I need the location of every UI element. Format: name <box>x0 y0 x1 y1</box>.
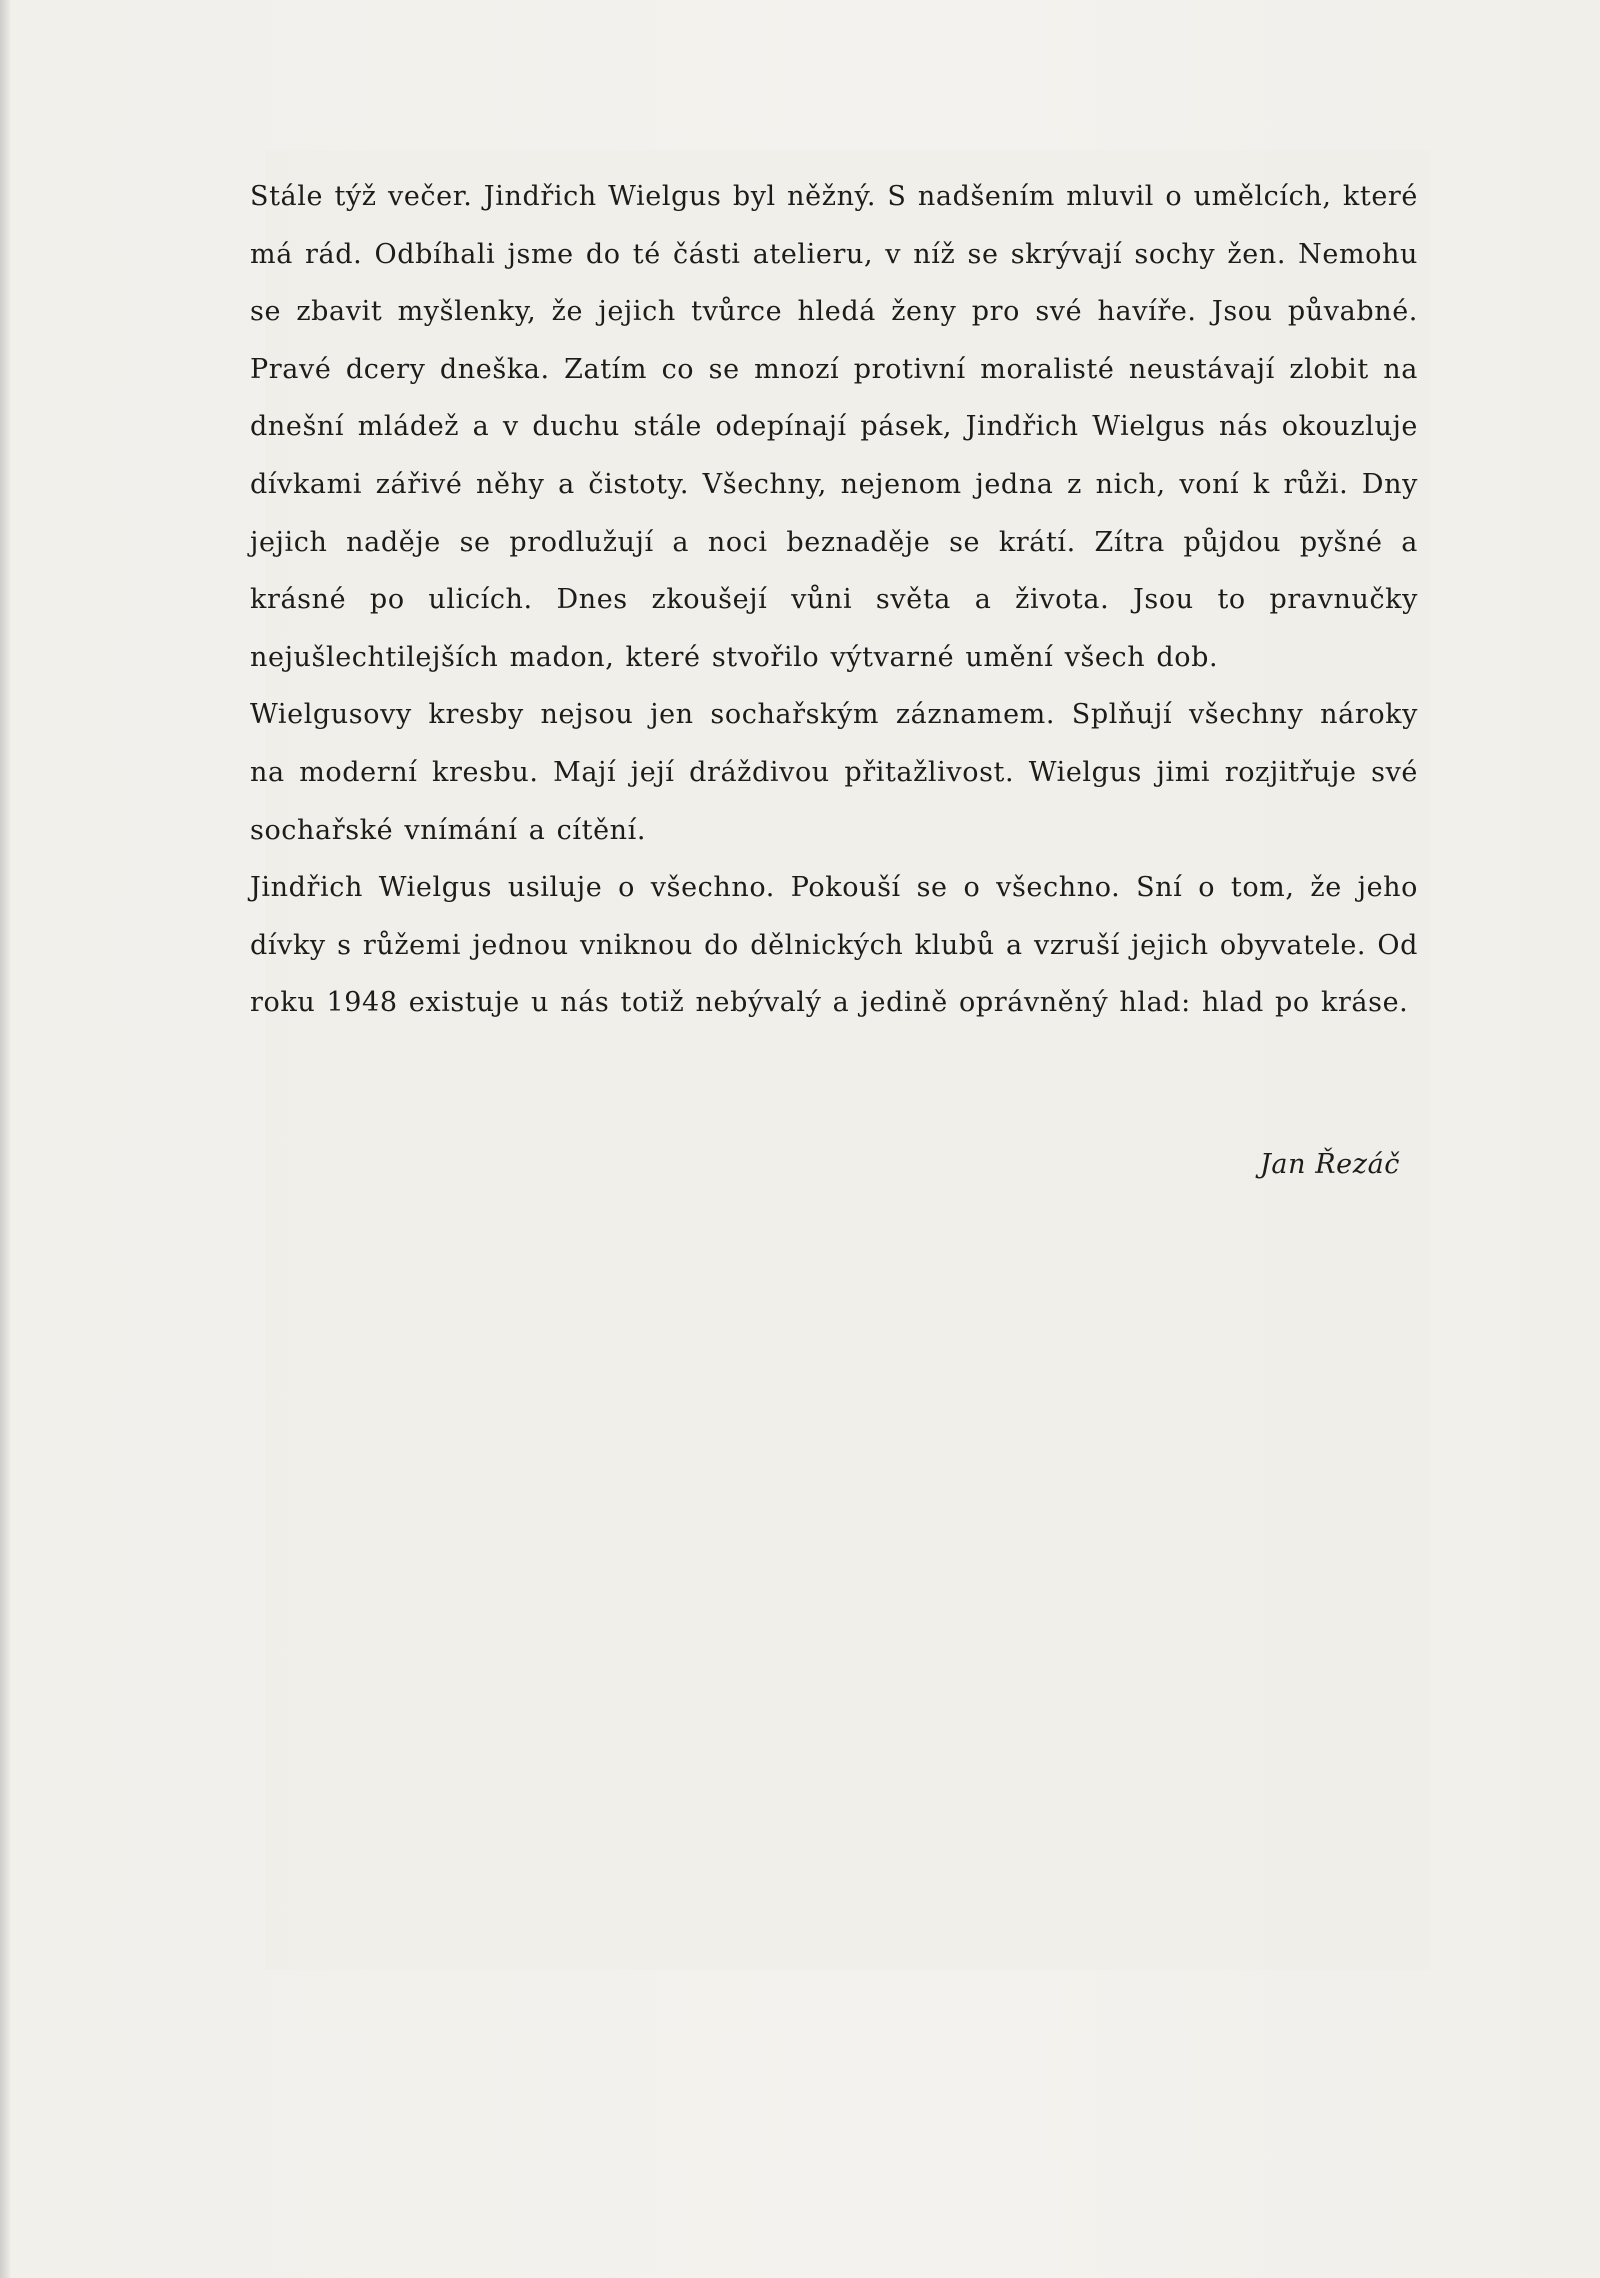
page-left-edge <box>0 0 10 2278</box>
paragraph-3: Jindřich Wielgus usiluje o všechno. Pokouší se o všechno. Sní o tom, že jeho dívky s růžemi jednou vniknou do dělnických klubů a vzruší jejich obyvatele. Od roku 1948 existuje u nás totiž nebývalý a jedině oprávněný hlad: hlad po kráse. <box>250 872 1418 1019</box>
author-signature: Jan Řezáč <box>1259 1149 1400 1180</box>
article-body <box>250 168 1418 1032</box>
paragraph-2: Wielgusovy kresby nejsou jen sochařským záznamem. Splňují všechny nároky na moderní kresbu. Mají její dráždivou přitažlivost. Wielgus jimi rozjitřuje své sochařské vnímání a cítění. <box>250 699 1418 846</box>
paragraph-1: Stále týž večer. Jindřich Wielgus byl něžný. S nadšením mluvil o umělcích, které má rád. Odbíhali jsme do té části atelieru, v níž se skrývají sochy žen. Nemohu se zbavit myšlenky, že jejich tvůrce hledá ženy pro své havíře. Jsou půvabné. Pravé dcery dneška. Zatím co se mnozí protivní moralisté neustávají zlobit na dnešní mládež a v duchu stále odepínají pásek, Jindřich Wielgus nás okouzluje dívkami zářivé něhy a čistoty. Všechny, nejenom jedna z nich, voní k růži. Dny jejich naděje se prodlužují a noci beznaděje se krátí. Zítra půjdou pyšné a krásné po ulicích. Dnes zkoušejí vůni světa a života. Jsou to pravnučky nejušlechtilejších madon, které stvořilo výtvarné umění všech dob. <box>250 181 1418 673</box>
